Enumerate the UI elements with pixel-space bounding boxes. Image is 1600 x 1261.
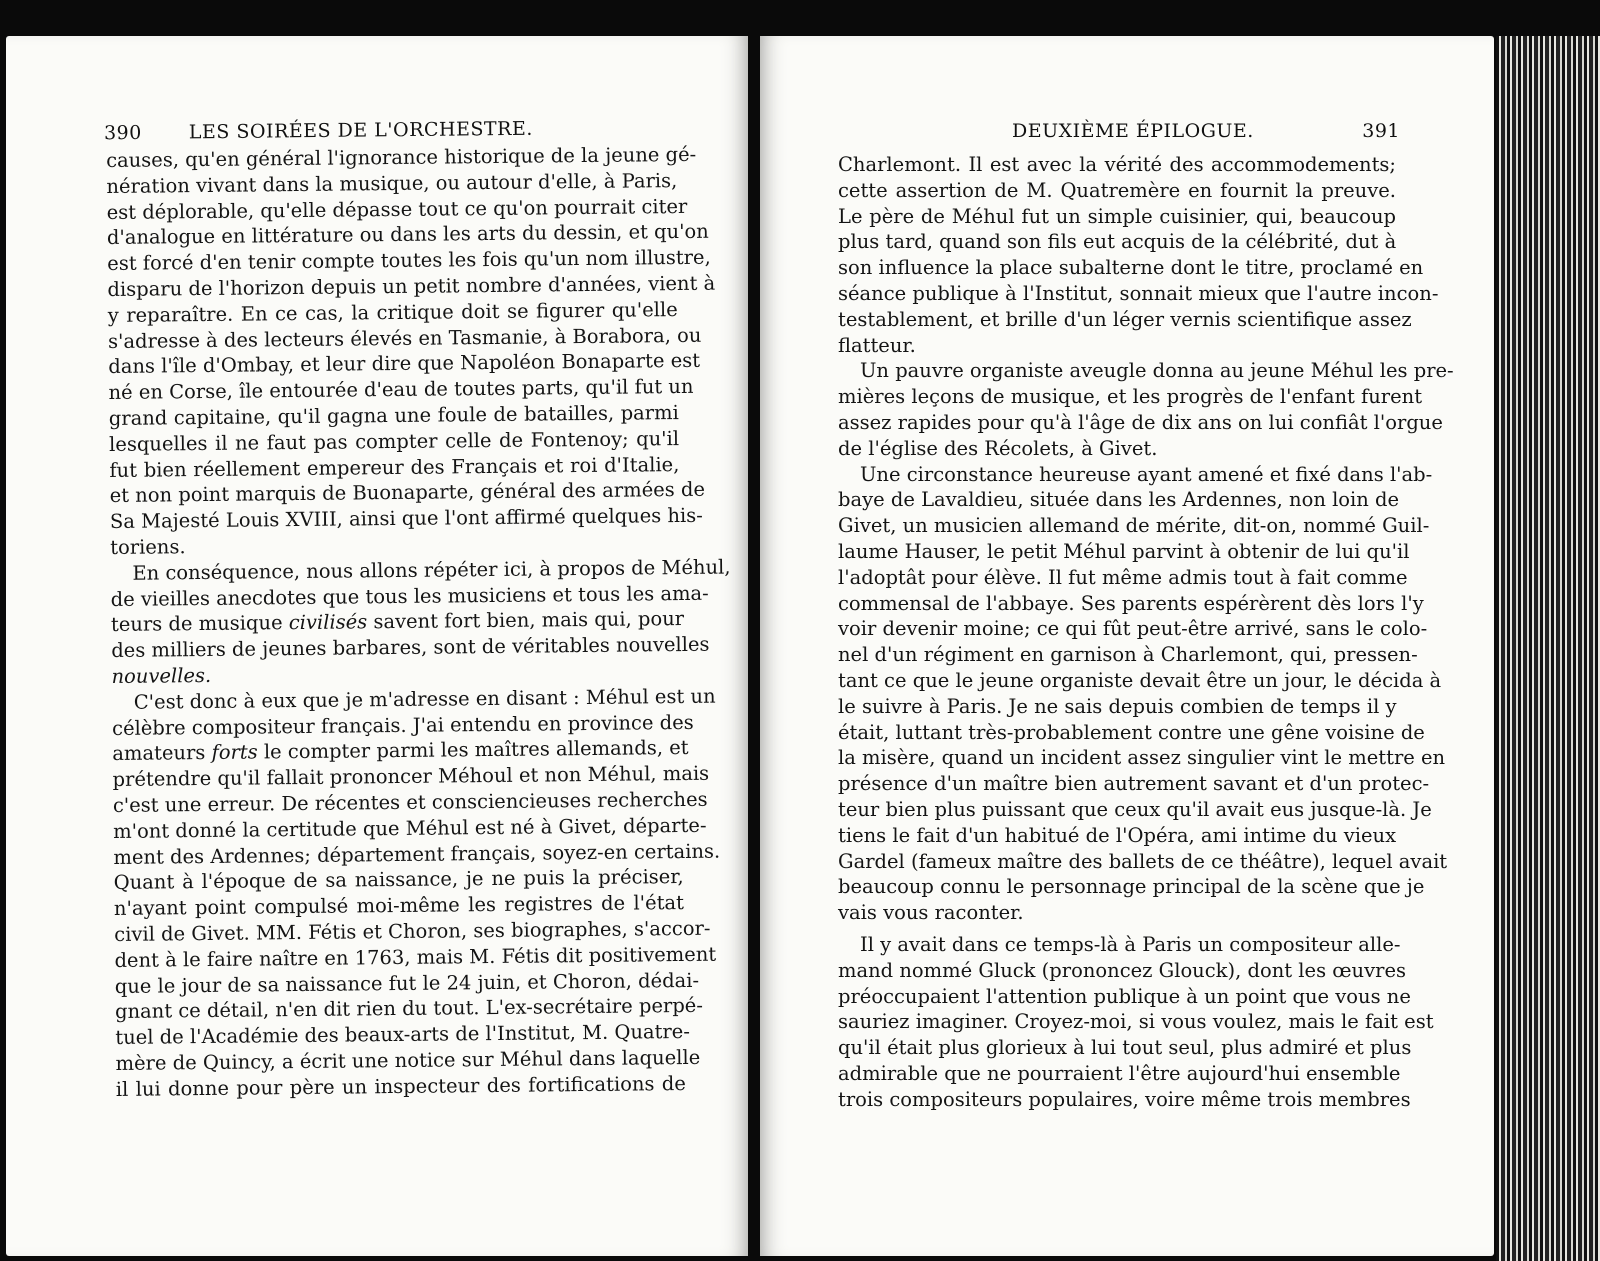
text-line: testablement, et brille d'un léger vernis scientifique assez	[838, 307, 1412, 331]
text-line: sauriez imaginer. Croyez-moi, si vous voulez, mais le fait est	[838, 1010, 1434, 1034]
text-line: son influence la place subalterne dont le titre, proclamé en	[838, 256, 1424, 280]
page-edges	[1496, 36, 1600, 1261]
text-line: tant ce que le jeune organiste devait être un jour, le décida à	[838, 668, 1442, 692]
left-page	[6, 36, 748, 1256]
text-line: dans l'île d'Ombay, et leur dire que Napoléon Bonaparte est	[108, 349, 701, 379]
page-number-left: 390	[103, 121, 142, 145]
left-body-text	[106, 142, 731, 1102]
text-line: mand nommé Gluck (prononcez Glouck), dont les œuvres	[838, 958, 1407, 982]
text-line: il lui donne pour père un inspecteur des fortifications de	[115, 1071, 686, 1101]
text-line: Il y avait dans ce temps-là à Paris un compositeur alle-	[860, 932, 1401, 956]
italic-nouvelles: nouvelles.	[111, 663, 212, 688]
text-line: vais vous raconter.	[838, 901, 1024, 925]
right-header	[1012, 120, 1400, 142]
text-line: ment des Ardennes; département français, soyez-en certains.	[113, 839, 721, 869]
text-line: En conséquence, nous allons répéter ici, à propos de Méhul,	[132, 555, 731, 585]
running-head-left: LES SOIRÉES DE L'ORCHESTRE.	[188, 117, 533, 144]
text-line: baye de Lavaldieu, située dans les Ardennes, non loin de	[838, 488, 1400, 512]
text-line: l'adoptât pour élève. Il fut même admis tout à fait comme	[838, 565, 1408, 589]
text-line: Givet, un musicien allemand de mérite, dit-on, nommé Guil-	[838, 514, 1430, 538]
text-segment: teurs de musique	[110, 611, 283, 637]
text-line: Une circonstance heureuse ayant amené et fixé dans l'ab-	[860, 462, 1433, 486]
text-line: commensal de l'abbaye. Ses parents espérèrent dès lors l'y	[838, 591, 1424, 615]
text-line: séance publique à l'Institut, sonnait mieux que l'autre incon-	[838, 281, 1439, 305]
text-line: lesquelles il ne faut pas compter celle de Fontenoy; qu'il	[108, 426, 680, 456]
text-line: célèbre compositeur français. J'ai entendu en province des	[111, 710, 694, 740]
text-line: tiens le fait d'un habitué de l'Opéra, ami intime du vieux	[838, 823, 1397, 847]
text-line: Sa Majesté Louis XVIII, ainsi que l'ont affirmé quelques his-	[109, 503, 703, 534]
text-line: est forcé d'en tenir compte toutes les fois qu'un nom illustre,	[107, 245, 711, 276]
italic-civilises: civilisés	[288, 610, 368, 635]
text-line: flatteur.	[838, 333, 916, 357]
text-line: et non point marquis de Buonaparte, général des armées de	[109, 478, 706, 508]
text-line: cette assertion de M. Quatremère en fournit la preuve.	[838, 178, 1396, 202]
page-number-right: 391	[1362, 120, 1400, 142]
left-header	[104, 118, 533, 144]
text-line: prétendre qu'il fallait prononcer Méhoul et non Méhul, mais	[112, 761, 710, 792]
text-line: y reparaître. En ce cas, la critique doit se figurer qu'elle	[107, 297, 678, 327]
text-line: Charlemont. Il est avec la vérité des accommodements;	[838, 153, 1396, 176]
text-line: laume Hauser, le petit Méhul parvint à obtenir de lui qu'il	[838, 539, 1410, 563]
text-line: était, luttant très-probablement contre une gêne voisine de	[838, 720, 1425, 744]
text-line: est déplorable, qu'elle dépasse tout ce qu'on pourrait citer	[106, 194, 688, 224]
text-line: des milliers de jeunes barbares, sont de véritables nouvelles	[111, 632, 710, 663]
text-line: s'adresse à des lecteurs élevés en Tasmanie, à Borabora, ou	[107, 323, 702, 353]
text-segment: amateurs	[112, 741, 206, 766]
text-line: m'ont donné la certitude que Méhul est né à Givet, départe-	[113, 813, 707, 843]
text-line: voir devenir moine; ce qui fût peut-être arrivé, sans le colo-	[838, 617, 1428, 641]
right-page	[760, 36, 1494, 1256]
text-line: qu'il était plus glorieux à lui tout seul, plus admiré et plus	[838, 1036, 1412, 1060]
text-line: d'analogue en littérature ou dans les arts du dessin, et qu'on	[106, 220, 709, 250]
text-line: civil de Givet. MM. Fétis et Choron, ses biographes, s'accor-	[114, 916, 711, 946]
text-line: toriens.	[110, 535, 186, 559]
text-line: beaucoup connu le personnage principal de la scène que je	[838, 875, 1425, 899]
text-line: causes, qu'en général l'ignorance historique de la jeune gé-	[106, 142, 697, 172]
right-body-text	[838, 152, 1454, 1112]
italic-forts: forts	[211, 740, 258, 765]
text-line: c'est une erreur. De récentes et consciencieuses recherches	[112, 787, 708, 817]
text-segment: savent fort bien, mais qui, pour	[373, 607, 685, 634]
text-line: de vieilles anecdotes que tous les musiciens et tous les ama-	[110, 581, 709, 611]
text-line: n'ayant point compulsé moi-même les registres de l'état	[113, 891, 685, 921]
text-line: né en Corse, île entourée d'eau de toutes parts, qu'il fut un	[108, 375, 694, 405]
text-line: trois compositeurs populaires, voire même trois membres	[838, 1087, 1411, 1111]
text-line: gnant ce détail, n'en dit rien du tout. L'ex-secrétaire perpé-	[114, 994, 703, 1024]
text-line: nération vivant dans la musique, ou autour d'elle, à Paris,	[106, 168, 678, 198]
running-head-right: DEUXIÈME ÉPILOGUE.	[1012, 120, 1254, 142]
text-line: la misère, quand un incident assez singulier vint le mettre en	[838, 746, 1446, 770]
text-line: tuel de l'Académie des beaux-arts de l'Institut, M. Quatre-	[115, 1020, 690, 1050]
text-line: mère de Quincy, a écrit une notice sur Méhul dans laquelle	[115, 1045, 701, 1075]
text-line: plus tard, quand son fils eut acquis de la célébrité, dut à	[838, 230, 1397, 254]
text-line: disparu de l'horizon depuis un petit nombre d'années, vient à	[107, 271, 716, 301]
text-line: mières leçons de musique, et les progrès de l'enfant furent	[838, 385, 1423, 409]
text-line: de l'église des Récolets, à Givet.	[838, 436, 1158, 460]
text-line: admirable que ne pourraient l'être aujourd'hui ensemble	[838, 1061, 1401, 1085]
text-line: nel d'un régiment en garnison à Charlemont, qui, pressen-	[838, 643, 1418, 667]
text-line: fut bien réellement empereur des Français et roi d'Italie,	[109, 452, 680, 482]
text-line: le suivre à Paris. Je ne sais depuis combien de temps il y	[838, 694, 1397, 718]
text-line: C'est donc à eux que je m'adresse en disant : Méhul est un	[133, 684, 716, 714]
text-line: Un pauvre organiste aveugle donna au jeune Méhul les pre-	[860, 359, 1454, 383]
text-line: que le jour de sa naissance fut le 24 juin, et Choron, dédai-	[114, 968, 700, 998]
text-line: assez rapides pour qu'à l'âge de dix ans on lui confiât l'orgue	[838, 410, 1443, 434]
text-line: préoccupaient l'attention publique à un point que vous ne	[838, 984, 1411, 1008]
text-line: Le père de Méhul fut un simple cuisinier, qui, beaucoup	[838, 204, 1396, 228]
text-line: grand capitaine, qu'il gagna une foule de batailles, parmi	[108, 400, 679, 430]
text-line: Gardel (fameux maître des ballets de ce théâtre), lequel avait	[838, 849, 1448, 873]
text-line: dent à le faire naître en 1763, mais M. Fétis dit positivement	[114, 942, 717, 972]
text-line: teur bien plus puissant que ceux qu'il avait eus jusque-là. Je	[838, 797, 1432, 821]
text-segment: le compter parmi les maîtres allemands, et	[263, 736, 689, 764]
text-line: présence d'un maître bien autrement savant et d'un protec-	[838, 772, 1430, 796]
text-line: Quant à l'époque de sa naissance, je ne puis la préciser,	[113, 865, 684, 895]
